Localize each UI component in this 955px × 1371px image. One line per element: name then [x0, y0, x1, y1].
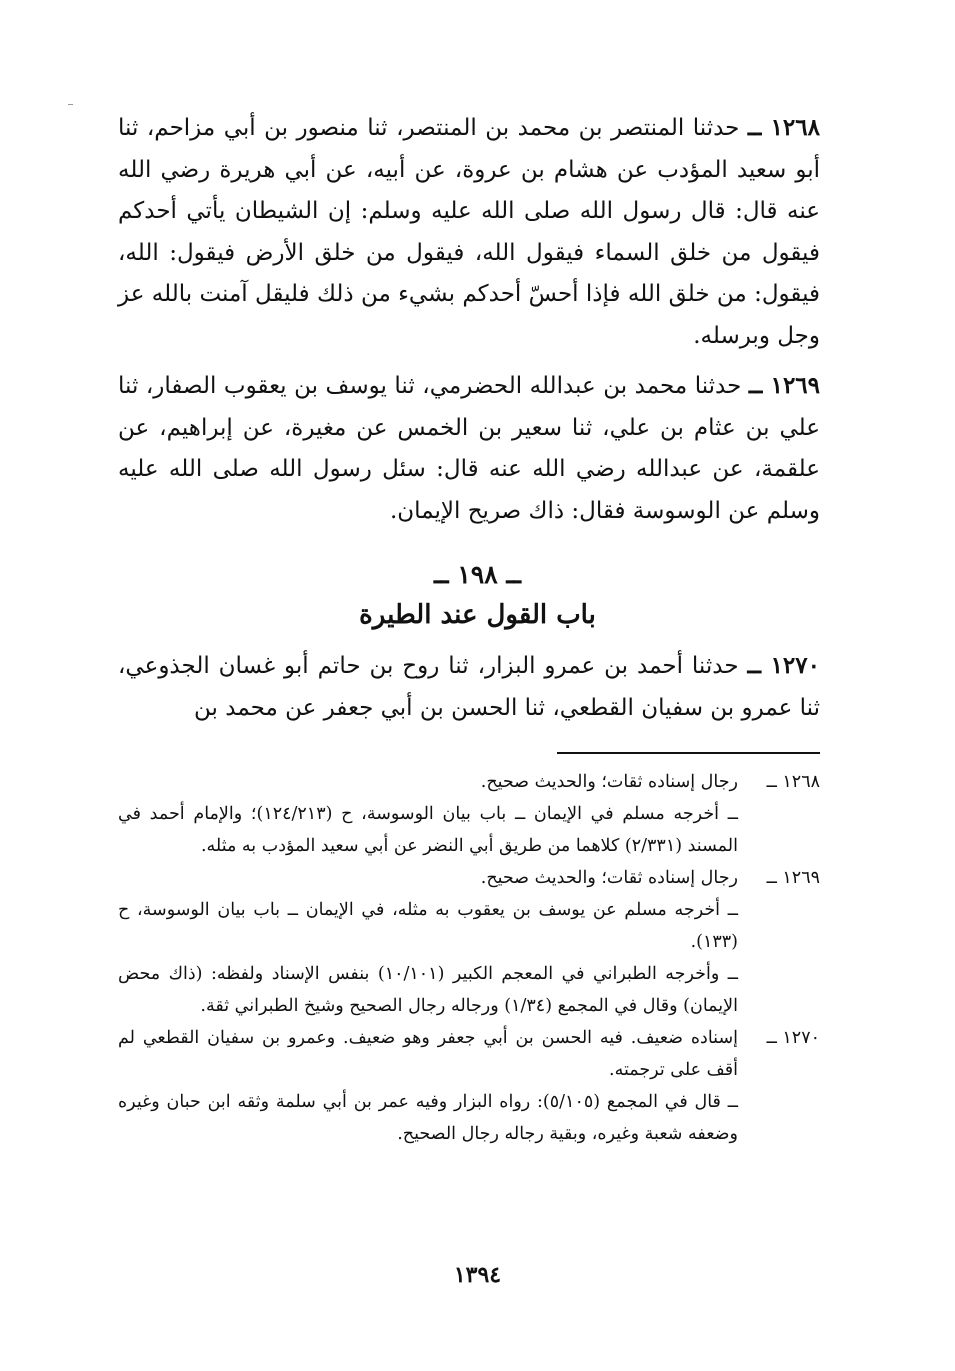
footnote-line: ــ وأخرجه الطبراني في المعجم الكبير (١٠/١٠١) بنفس الإسناد ولفظه: (ذاك محض الإيمان) وقال في المجمع (١/٣٤) ورجاله رجال الصحيح وشيخ الطبراني ثقة.	[118, 964, 738, 1016]
footnote-1270	[118, 1022, 820, 1150]
hadith-number: ١٢٧٠ ــ	[747, 652, 820, 679]
hadith-text: حدثنا المنتصر بن محمد بن المنتصر، ثنا منصور بن أبي مزاحم، ثنا أبو سعيد المؤدب عن هشام بن عروة، عن أبيه، عن أبي هريرة رضي الله عنه قال: قال رسول الله صلى الله عليه وسلم: إن الشيطان يأتي أحدكم فيقول من خلق السماء فيقول الله، فيقول من خلق الأرض فيقول: الله، فيقول: من خلق الله فإذا أحسّ أحدكم بشيء من ذلك فليقل آمنت بالله عز وجل وبرسله.	[118, 115, 820, 349]
chapter-title: باب القول عند الطيرة	[359, 600, 596, 630]
scan-mark	[68, 104, 73, 105]
hadith-text: حدثنا أحمد بن عمرو البزار، ثنا روح بن حاتم أبو غسان الجذوعي، ثنا عمرو بن سفيان القطعي، ثنا الحسن بن أبي جعفر عن محمد بن	[118, 653, 820, 721]
hadith-number: ١٢٦٨ ــ	[747, 114, 820, 141]
hadith-number: ١٢٦٩ ــ	[748, 372, 821, 399]
footnote-line: إسناده ضعيف. فيه الحسن بن أبي جعفر وهو ضعيف. وعمرو بن سفيان القطعي لم أقف على ترجمته.	[118, 1028, 738, 1080]
footnote-line: ــ قال في المجمع (٥/١٠٥): رواه البزار وفيه عمر بن أبي سلمة وثقه ابن حبان وغيره وضعفه شعبة وغيره، وبقية رجاله رجال الصحيح.	[118, 1092, 738, 1144]
hadith-text: حدثنا محمد بن عبدالله الحضرمي، ثنا يوسف بن يعقوب الصفار، ثنا علي بن عثام بن علي، ثنا سعير بن الخمس عن مغيرة، عن إبراهيم، عن علقمة، عن عبدالله رضي الله عنه قال: سئل رسول الله صلى الله عليه وسلم عن الوسوسة فقال: ذاك صريح الإيمان.	[118, 373, 820, 524]
page-number: ١٣٩٤	[453, 1262, 502, 1288]
hadith-1270	[118, 645, 820, 729]
footnote-line: رجال إسناده ثقات؛ والحديث صحيح.	[480, 772, 738, 792]
footnote-line: رجال إسناده ثقات؛ والحديث صحيح.	[480, 868, 738, 888]
footnote-number: ١٢٦٨ ــ	[766, 772, 820, 792]
footnote-separator	[557, 752, 820, 754]
chapter-number: ــ ١٩٨ ــ	[433, 560, 521, 589]
footnote-line: ــ أخرجه مسلم عن يوسف بن يعقوب به مثله، في الإيمان ــ باب بيان الوسوسة، ح (١٣٣).	[118, 900, 738, 952]
footnotes	[118, 766, 820, 1150]
footnote-number: ١٢٧٠ ــ	[766, 1028, 820, 1048]
footnote-line: ــ أخرجه مسلم في الإيمان ــ باب بيان الوسوسة، ح (١٢٤/٢١٣)؛ والإمام أحمد في المسند (٢/٣٣١) كلاهما من طريق أبي النضر عن أبي سعيد المؤدب به مثله.	[118, 804, 738, 856]
footnote-1269	[118, 862, 820, 1022]
footnote-1268	[118, 766, 820, 862]
hadith-1269	[118, 365, 820, 532]
hadith-1268	[118, 107, 820, 357]
footnote-number: ١٢٦٩ ــ	[766, 868, 820, 888]
